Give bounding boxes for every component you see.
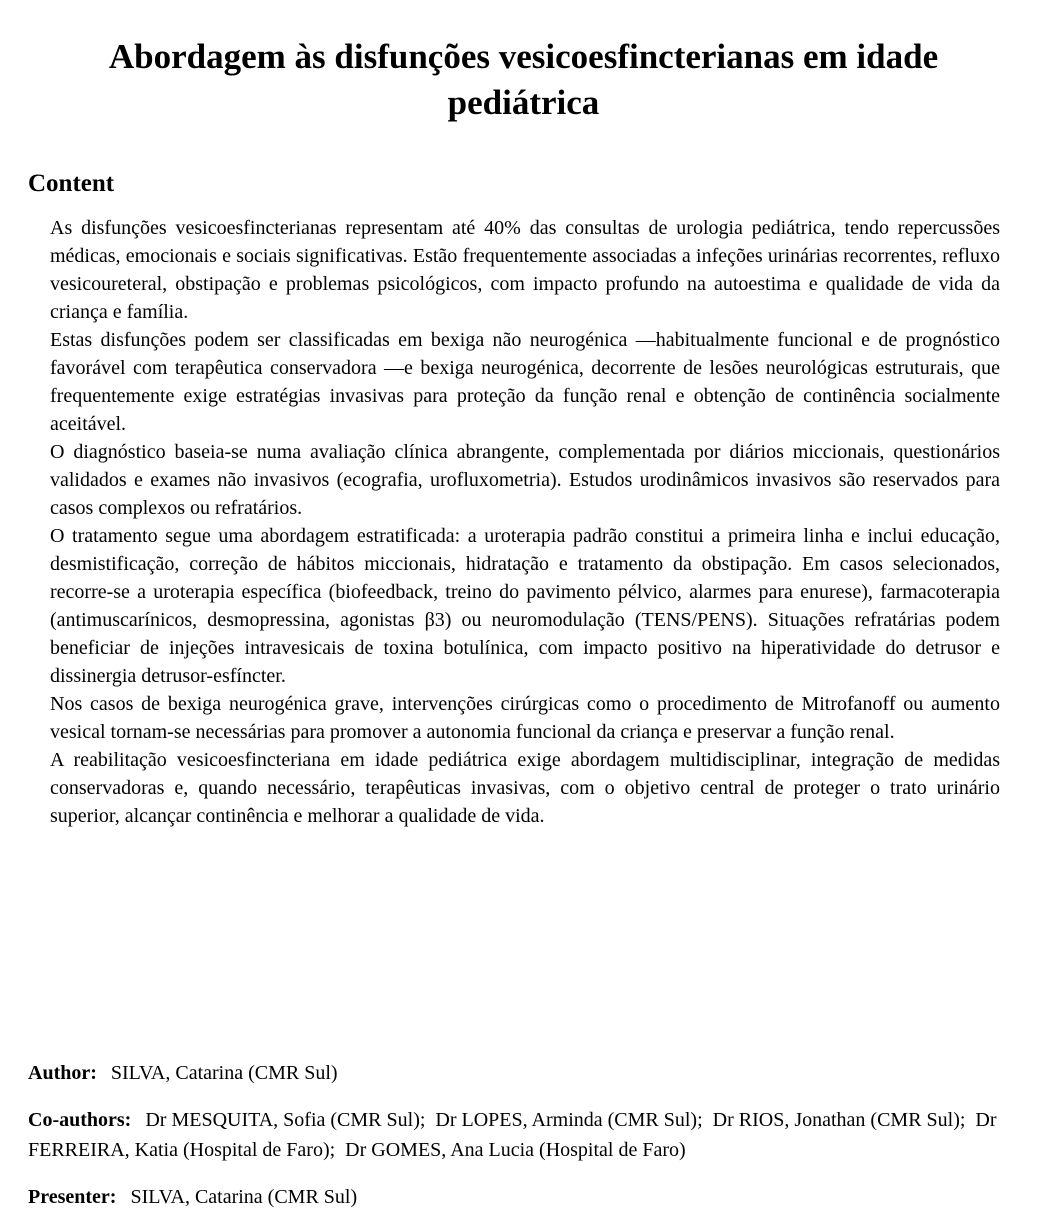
author-label: Author: (28, 1062, 97, 1084)
abstract-paragraph: Estas disfunções podem ser classificadas em bexiga não neurogénica —habitualmente funcional e de prognóstico favorável com terapêutica conservadora —e bexiga neurogénica, decorrente de lesões neurológicas estruturais, que frequentemente exige estratégias invasivas para proteção da função renal e obtenção de continência socialmente aceitável. (50, 329, 1000, 435)
coauthors-value: Dr MESQUITA, Sofia (CMR Sul); Dr LOPES, Arminda (CMR Sul); Dr RIOS, Jonathan (CMR Sul); Dr FERREIRA, Katia (Hospital de Faro); Dr GOMES, Ana Lucia (Hospital de Faro) (28, 1109, 997, 1161)
author-field (28, 1058, 1007, 1088)
abstract-paragraph: Nos casos de bexiga neurogénica grave, intervenções cirúrgicas como o procedimento de Mitrofanoff ou aumento vesical tornam-se necessárias para promover a autonomia funcional da criança e preservar a função renal. (50, 693, 1000, 743)
author-value: SILVA, Catarina (CMR Sul) (110, 1062, 338, 1084)
abstract-body (50, 214, 1000, 830)
coauthors-field (28, 1105, 1007, 1165)
abstract-paragraph: O tratamento segue uma abordagem estratificada: a uroterapia padrão constitui a primeira linha e inclui educação, desmistificação, correção de hábitos miccionais, hidratação e tratamento da obstipação. Em casos selecionados, recorre-se a uroterapia específica (biofeedback, treino do pavimento pélvico, alarmes para enurese), farmacoterapia (antimuscarínicos, desmopressina, agonistas β3) ou neuromodulação (TENS/PENS). Situações refratárias podem beneficiar de injeções intravesicais de toxina botulínica, com impacto positivo na hiperatividade do detrusor e dissinergia detrusor-esfíncter. (50, 525, 1000, 687)
coauthors-label: Co-authors: (28, 1109, 132, 1131)
abstract-paragraph: As disfunções vesicoesfincterianas representam até 40% das consultas de urologia pediátrica, tendo repercussões médicas, emocionais e sociais significativas. Estão frequentemente associadas a infeções urinárias recorrentes, refluxo vesicoureteral, obstipação e problemas psicológicos, com impacto profundo na autoestima e qualidade de vida da criança e família. (50, 217, 1000, 323)
abstract-paragraph: O diagnóstico baseia-se numa avaliação clínica abrangente, complementada por diários miccionais, questionários validados e exames não invasivos (ecografia, urofluxometria). Estudos urodinâmicos invasivos são reservados para casos complexos ou refratários. (50, 441, 1000, 519)
presenter-field (28, 1182, 1007, 1212)
content-section-heading: Content (28, 170, 115, 197)
presenter-value: SILVA, Catarina (CMR Sul) (130, 1186, 358, 1208)
page-title: Abordagem às disfunções vesicoesfincterianas em idade pediátrica (108, 37, 939, 122)
metadata-fields (28, 1058, 1007, 1229)
abstract-paragraph: A reabilitação vesicoesfincteriana em idade pediátrica exige abordagem multidisciplinar, integração de medidas conservadoras e, quando necessário, terapêuticas invasivas, com o objetivo central de proteger o trato urinário superior, alcançar continência e melhorar a qualidade de vida. (50, 749, 1000, 827)
presenter-label: Presenter: (28, 1186, 117, 1208)
